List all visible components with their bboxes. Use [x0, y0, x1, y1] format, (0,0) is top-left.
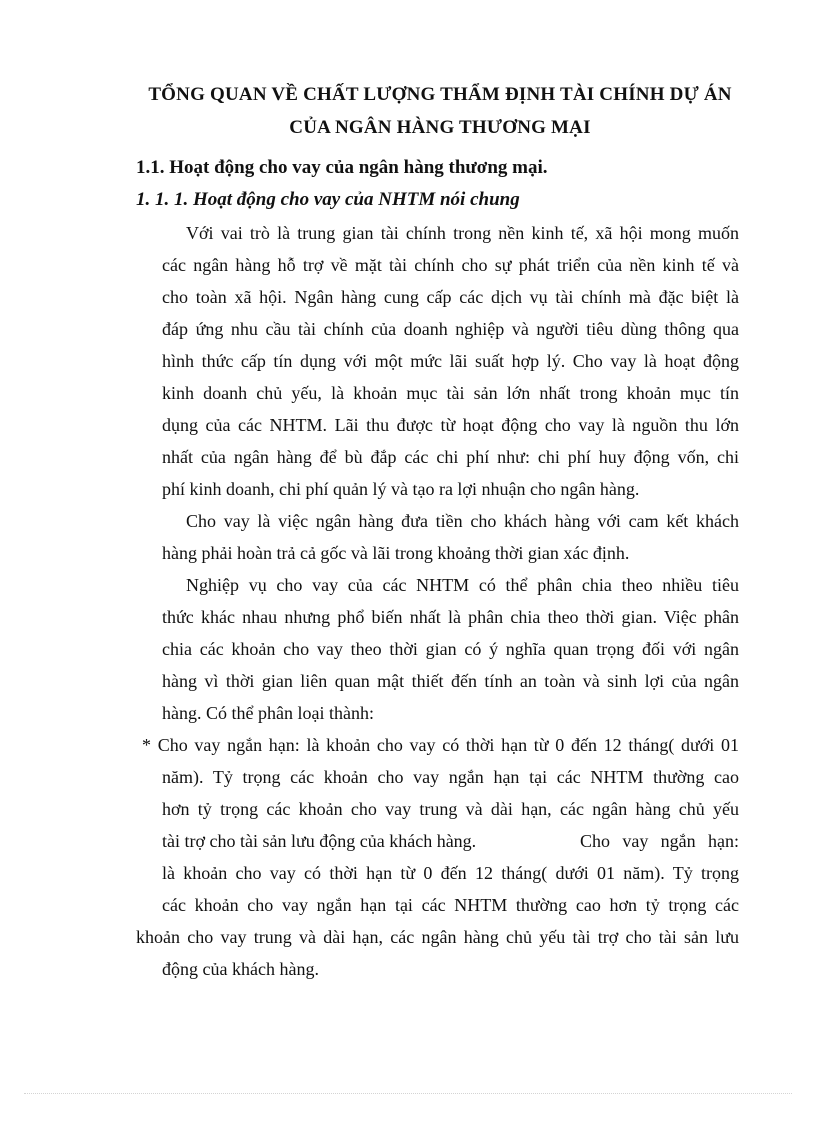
paragraph-line: dụng của các NHTM. Lãi thu được từ hoạt động cho vay là nguồn thu lớn [162, 415, 739, 435]
paragraph-line: các ngân hàng hỗ trợ về mặt tài chính cho sự phát triển của nền kinh tế và [162, 255, 739, 275]
document-title-line-1: TỔNG QUAN VỀ CHẤT LƯỢNG THẨM ĐỊNH TÀI CHÍNH DỰ ÁN [148, 84, 732, 105]
paragraph-line: Cho vay ngắn hạn: [580, 831, 739, 851]
paragraph-line: Với vai trò là trung gian tài chính trong nền kinh tế, xã hội mong muốn [186, 223, 739, 243]
paragraph-line: phí kinh doanh, chi phí quản lý và tạo ra lợi nhuận cho ngân hàng. [162, 479, 640, 499]
paragraph-line: các khoản cho vay ngắn hạn tại các NHTM thường cao hơn tỷ trọng các [162, 895, 739, 915]
paragraph-line: hàng phải hoàn trả cả gốc và lãi trong khoảng thời gian xác định. [162, 543, 630, 563]
paragraph-line: hình thức cấp tín dụng với một mức lãi suất hợp lý. Cho vay là hoạt động [162, 351, 739, 371]
bullet-line: * Cho vay ngắn hạn: là khoản cho vay có thời hạn từ 0 đến 12 tháng( dưới 01 [142, 735, 739, 755]
paragraph-line: tài trợ cho tài sản lưu động của khách hàng. [162, 831, 477, 851]
paragraph-line: đáp ứng nhu cầu tài chính của doanh nghiệp và người tiêu dùng thông qua [162, 319, 739, 339]
document-title-line-2: CỦA NGÂN HÀNG THƯƠNG MẠI [289, 117, 591, 138]
paragraph-line: thức khác nhau nhưng phổ biến nhất là phân chia theo thời gian. Việc phân [162, 607, 739, 627]
page-bottom-rule [24, 1093, 792, 1094]
paragraph-line: kinh doanh chủ yếu, là khoản mục tài sản lớn nhất trong khoản mục tín [162, 383, 739, 403]
paragraph-line: năm). Tỷ trọng các khoản cho vay ngắn hạn tại các NHTM thường cao [162, 767, 739, 787]
paragraph-line: hàng. Có thể phân loại thành: [162, 703, 374, 723]
paragraph-line: Cho vay là việc ngân hàng đưa tiền cho khách hàng với cam kết khách [186, 511, 739, 531]
paragraph-line: chia các khoản cho vay theo thời gian có ý nghĩa quan trọng đối với ngân [162, 639, 739, 659]
paragraph-line: hàng vì thời gian liên quan mật thiết đến tính an toàn và sinh lợi của ngân [162, 671, 739, 691]
paragraph-line: là khoản cho vay có thời hạn từ 0 đến 12 tháng( dưới 01 năm). Tỷ trọng [162, 863, 739, 883]
paragraph-line: động của khách hàng. [162, 959, 319, 979]
paragraph-line: nhất của ngân hàng để bù đắp các chi phí như: chi phí huy động vốn, chi [162, 447, 739, 467]
paragraph-line: cho toàn xã hội. Ngân hàng cung cấp các dịch vụ tài chính mà đặc biệt là [162, 287, 739, 307]
section-heading-1-1: 1.1. Hoạt động cho vay của ngân hàng thương mại. [136, 157, 548, 178]
section-heading-1-1-1: 1. 1. 1. Hoạt động cho vay của NHTM nói chung [136, 189, 520, 210]
paragraph-line: Nghiệp vụ cho vay của các NHTM có thể phân chia theo nhiều tiêu [186, 575, 739, 595]
paragraph-line: khoản cho vay trung và dài hạn, các ngân hàng chủ yếu tài trợ cho tài sản lưu [136, 927, 739, 947]
paragraph-line: hơn tỷ trọng các khoản cho vay trung và dài hạn, các ngân hàng chủ yếu [162, 799, 739, 819]
